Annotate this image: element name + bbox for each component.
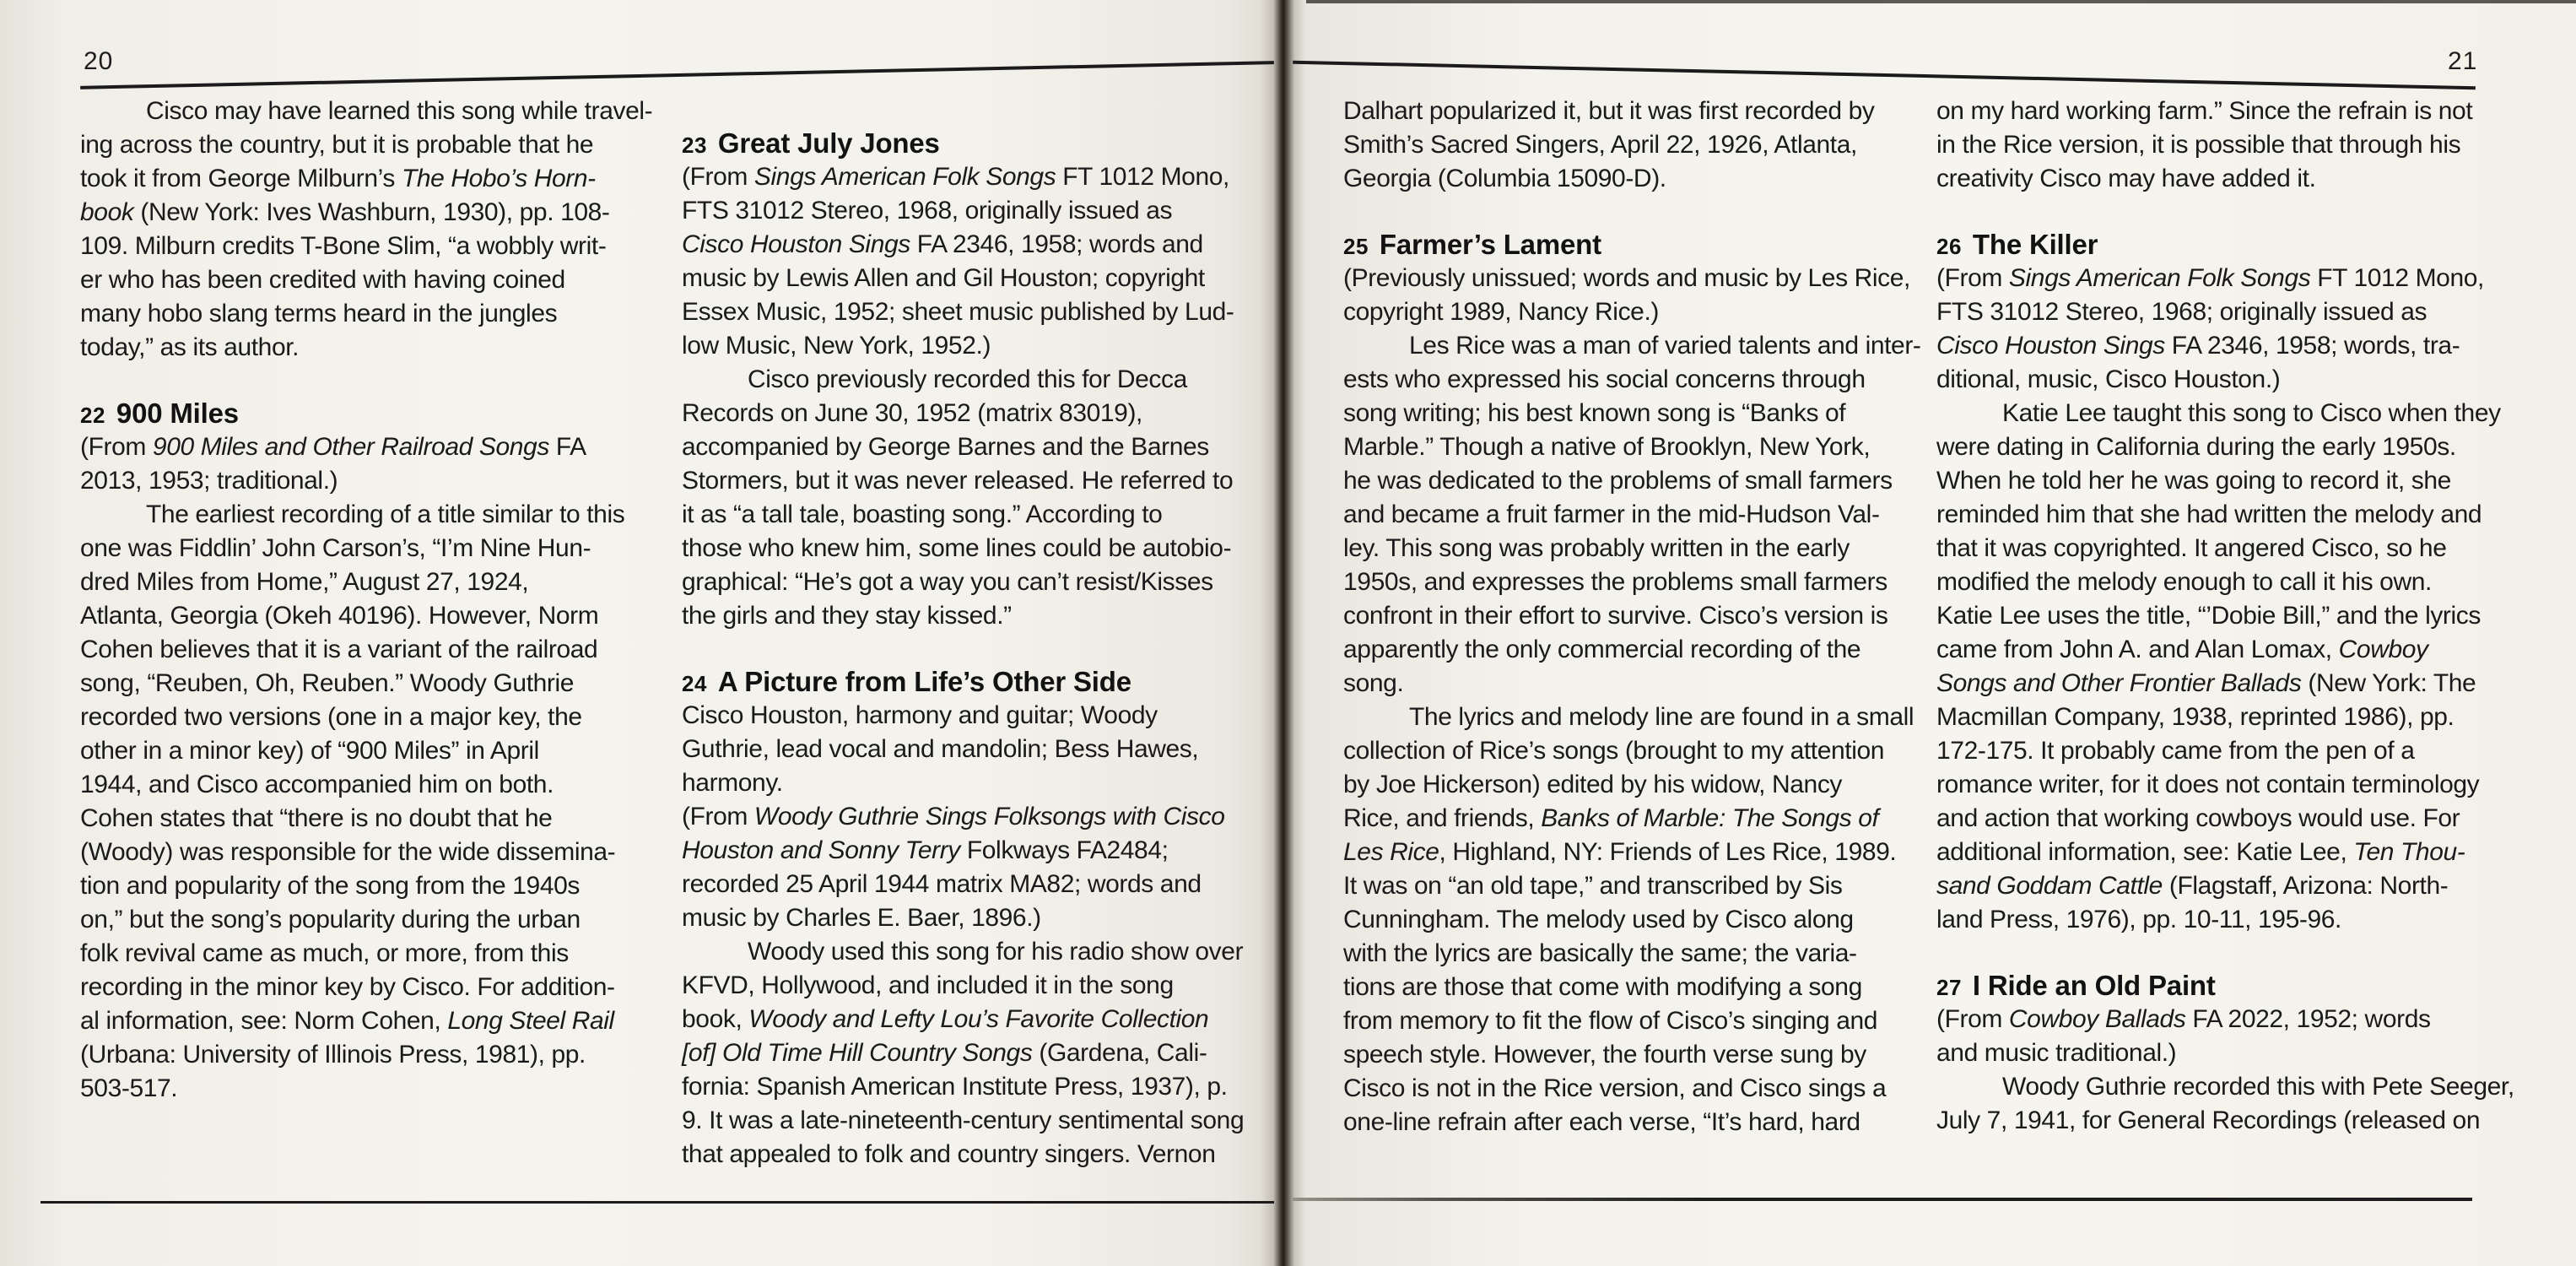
text-line: [80, 162, 650, 196]
plain-text: (Flagstaff, Arizona: North-: [2162, 872, 2449, 900]
track-number: 27: [1936, 975, 1962, 1000]
italic-title-text: Songs and Other Frontier Ballads: [1936, 669, 2302, 697]
text-line: those who knew him, some lines could be autobio-: [682, 534, 1232, 562]
plain-text: (From: [1936, 1005, 2009, 1033]
text-line: Cohen believes that it is a variant of the railroad: [80, 636, 598, 663]
text-line: music by Charles E. Baer, 1896.): [682, 904, 1041, 932]
text-line: tions are those that come with modifying a song: [1343, 973, 1862, 1001]
text-line: Cisco previously recorded this for Decca: [748, 365, 1187, 393]
text-line: [1936, 869, 2510, 903]
plain-text: FA: [548, 433, 586, 461]
text-line: Cisco may have learned this song while travel-: [146, 97, 653, 125]
text-line: Essex Music, 1952; sheet music published by Lud-: [682, 298, 1234, 326]
text-column-1: [80, 95, 653, 1106]
text-line: Marble.” Though a native of Brooklyn, New York,: [1343, 433, 1871, 461]
text-line: Cisco is not in the Rice version, and Cisco sings a: [1343, 1074, 1887, 1102]
text-line: When he told her he was going to record it, she: [1936, 467, 2451, 495]
text-line: Cunningham. The melody used by Cisco along: [1343, 906, 1854, 933]
plain-text: came from John A. and Alan Lomax,: [1936, 636, 2339, 663]
text-line: The lyrics and melody line are found in a small: [1409, 703, 1914, 731]
text-line: Dalhart popularized it, but it was first recorded by: [1343, 97, 1875, 125]
text-line: and music traditional.): [1936, 1039, 2177, 1067]
text-line: on,” but the song’s popularity during the urban: [80, 906, 581, 933]
text-line: [682, 1003, 1239, 1036]
text-line: Cohen states that “there is no doubt that he: [80, 804, 553, 832]
text-line: speech style. However, the fourth verse sung by: [1343, 1041, 1866, 1069]
italic-title-text: Woody Guthrie Sings Folksongs with Cisco: [753, 803, 1225, 830]
song-heading-24: [682, 665, 1239, 699]
text-line: [80, 430, 650, 464]
text-line: copyright 1989, Nancy Rice.): [1343, 298, 1659, 326]
text-line: Smith’s Sacred Singers, April 22, 1926, Atlanta,: [1343, 131, 1857, 159]
text-line: Records on June 30, 1952 (matrix 83019),: [682, 399, 1142, 427]
italic-title-text: The Hobo’s Horn-: [401, 165, 596, 192]
text-line: recorded two versions (one in a major key, the: [80, 703, 582, 731]
text-line: Les Rice was a man of varied talents and inter-: [1409, 332, 1921, 360]
italic-title-text: Cisco Houston Sings: [682, 230, 910, 258]
text-line: he was dedicated to the problems of small farmers: [1343, 467, 1893, 495]
plain-text: FT 1012 Mono,: [2310, 264, 2484, 292]
text-line: July 7, 1941, for General Recordings (released on: [1936, 1106, 2481, 1134]
track-title: 900 Miles: [116, 398, 239, 429]
text-column-4: [1936, 95, 2514, 1138]
text-line: (Urbana: University of Illinois Press, 1981), pp.: [80, 1041, 586, 1069]
text-line: (Previously unissued; words and music by Les Rice,: [1343, 264, 1910, 292]
text-line: Cisco Houston, harmony and guitar; Woody: [682, 701, 1158, 729]
song-heading-25: [1343, 228, 1917, 262]
text-line: other in a minor key) of “900 Miles” in April: [80, 737, 539, 765]
text-line: 9. It was a late-nineteenth-century sentimental song: [682, 1106, 1245, 1134]
text-line: music by Lewis Allen and Gil Houston; copyright: [682, 264, 1205, 292]
text-line: today,” as its author.: [80, 333, 300, 361]
plain-text: (New York: The: [2301, 669, 2476, 697]
text-line: Katie Lee taught this song to Cisco when they: [2002, 399, 2501, 427]
text-line: on my hard working farm.” Since the refrain is not: [1936, 97, 2473, 125]
plain-text: FA 2022, 1952; words: [2185, 1005, 2431, 1033]
page-number-right: 21: [2448, 47, 2478, 75]
text-line: graphical: “He’s got a way you can’t resist/Kisses: [682, 568, 1213, 596]
text-line: and action that working cowboys would use. For: [1936, 804, 2460, 832]
text-column-3: [1343, 95, 1921, 1139]
track-number: 23: [682, 133, 707, 158]
italic-title-text: Sings American Folk Songs: [753, 163, 1056, 191]
text-line: that appealed to folk and country singers. Vernon: [682, 1140, 1216, 1168]
text-line: collection of Rice’s songs (brought to my attention: [1343, 737, 1885, 765]
italic-title-text: Cowboy Ballads: [2008, 1005, 2186, 1033]
text-column-2: [682, 95, 1245, 1171]
text-line: 1944, and Cisco accompanied him on both.: [80, 771, 554, 798]
text-line: Atlanta, Georgia (Okeh 40196). However, Norm: [80, 602, 599, 630]
text-line: KFVD, Hollywood, and included it in the song: [682, 971, 1174, 999]
text-line: it as “a tall tale, boasting song.” According to: [682, 500, 1163, 528]
text-line: one-line refrain after each verse, “It’s hard, hard: [1343, 1108, 1860, 1136]
text-line: recording in the minor key by Cisco. For addition-: [80, 973, 615, 1001]
page-edge-line: [1306, 0, 2576, 3]
text-line: from memory to fit the flow of Cisco’s singing and: [1343, 1007, 1878, 1035]
text-line: ley. This song was probably written in the early: [1343, 534, 1850, 562]
text-line: song, “Reuben, Oh, Reuben.” Woody Guthrie: [80, 669, 575, 697]
italic-title-text: Banks of Marble: The Songs of: [1541, 804, 1879, 832]
text-line: creativity Cisco may have added it.: [1936, 165, 2316, 192]
plain-text: (From: [80, 433, 153, 461]
text-line: [1343, 836, 1917, 869]
text-line: recorded 25 April 1944 matrix MA82; words and: [682, 870, 1202, 898]
text-line: ests who expressed his social concerns through: [1343, 365, 1866, 393]
text-line: [1936, 329, 2510, 363]
text-line: The earliest recording of a title similar to this: [146, 500, 625, 528]
text-line: one was Fiddlin’ John Carson’s, “I’m Nine Hun-: [80, 534, 591, 562]
plain-text: Folkways FA2484;: [959, 836, 1169, 864]
text-line: dred Miles from Home,” August 27, 1924,: [80, 568, 529, 596]
track-title: A Picture from Life’s Other Side: [717, 666, 1131, 697]
text-line: [1936, 667, 2510, 701]
italic-title-text: Cowboy: [2338, 636, 2428, 663]
text-line: by Joe Hickerson) edited by his widow, Nancy: [1343, 771, 1843, 798]
footer-rule-right: [1293, 1198, 2472, 1201]
plain-text: (From: [682, 163, 754, 191]
song-heading-26: [1936, 228, 2510, 262]
text-line: romance writer, for it does not contain terminology: [1936, 771, 2480, 798]
text-line: Guthrie, lead vocal and mandolin; Bess Hawes,: [682, 735, 1199, 763]
page-number-left: 20: [84, 47, 114, 75]
text-line: tion and popularity of the song from the 1940s: [80, 872, 581, 900]
text-line: [1936, 262, 2510, 295]
text-line: Macmillan Company, 1938, reprinted 1986), pp.: [1936, 703, 2454, 731]
text-line: apparently the only commercial recording of the: [1343, 636, 1861, 663]
text-line: modified the melody enough to call it his own.: [1936, 568, 2432, 596]
text-line: FTS 31012 Stereo, 1968; originally issued as: [1936, 298, 2427, 326]
text-line: were dating in California during the early 1950s.: [1936, 433, 2456, 461]
text-line: 503-517.: [80, 1074, 178, 1102]
text-line: reminded him that she had written the melody and: [1936, 500, 2482, 528]
italic-title-text: sand Goddam Cattle: [1936, 872, 2163, 900]
track-number: 24: [682, 671, 707, 696]
text-line: FTS 31012 Stereo, 1968, originally issued as: [682, 197, 1173, 225]
italic-title-text: [of] Old Time Hill Country Songs: [682, 1039, 1033, 1067]
text-line: in the Rice version, it is possible that through his: [1936, 131, 2461, 159]
text-line: song writing; his best known song is “Banks of: [1343, 399, 1846, 427]
text-line: the girls and they stay kissed.”: [682, 602, 1012, 630]
track-number: 25: [1343, 234, 1369, 259]
song-heading-23: [682, 127, 1239, 160]
track-title: I Ride an Old Paint: [1972, 970, 2216, 1001]
plain-text: FT 1012 Mono,: [1056, 163, 1229, 191]
text-line: [682, 800, 1239, 834]
text-line: Woody Guthrie recorded this with Pete Seeger,: [2002, 1073, 2514, 1101]
text-line: Katie Lee uses the title, “’Dobie Bill,” and the lyrics: [1936, 602, 2481, 630]
plain-text: , Highland, NY: Friends of Les Rice, 1989.: [1439, 838, 1897, 866]
text-line: 2013, 1953; traditional.): [80, 467, 338, 495]
text-line: fornia: Spanish American Institute Press, 1937), p.: [682, 1073, 1228, 1101]
text-line: [1936, 1003, 2510, 1036]
italic-title-text: Ten Thou-: [2353, 838, 2465, 866]
text-line: many hobo slang terms heard in the jungles: [80, 300, 558, 327]
text-line: Woody used this song for his radio show over: [748, 938, 1244, 966]
binding-gutter-shadow: [1261, 0, 1306, 1266]
track-title: Farmer’s Lament: [1379, 229, 1601, 260]
text-line: [682, 160, 1239, 194]
plain-text: al information, see: Norm Cohen,: [80, 1007, 448, 1035]
text-line: low Music, New York, 1952.): [682, 332, 991, 360]
track-number: 26: [1936, 234, 1962, 259]
text-line: (Woody) was responsible for the wide dissemina-: [80, 838, 616, 866]
text-line: It was on “an old tape,” and transcribed by Sis: [1343, 872, 1843, 900]
text-line: er who has been credited with having coined: [80, 266, 565, 294]
plain-text: FA 2346, 1958; words and: [910, 230, 1203, 258]
italic-title-text: Cisco Houston Sings: [1936, 332, 2165, 360]
plain-text: (Gardena, Cali-: [1032, 1039, 1207, 1067]
text-line: [682, 1036, 1239, 1070]
plain-text: (From: [1936, 264, 2009, 292]
text-line: [682, 228, 1239, 262]
italic-title-text: 900 Miles and Other Railroad Songs: [152, 433, 549, 461]
text-line: [1936, 633, 2510, 667]
plain-text: FA 2346, 1958; words, tra-: [2164, 332, 2460, 360]
footer-rule-left: [41, 1201, 1274, 1204]
track-number: 22: [80, 403, 105, 428]
text-line: Stormers, but it was never released. He referred to: [682, 467, 1234, 495]
italic-title-text: book: [80, 198, 134, 226]
text-line: [1343, 802, 1917, 836]
song-heading-22: [80, 397, 650, 430]
italic-title-text: Sings American Folk Songs: [2008, 264, 2311, 292]
text-line: confront in their effort to survive. Cisco’s version is: [1343, 602, 1888, 630]
song-heading-27: [1936, 969, 2510, 1003]
plain-text: book,: [682, 1005, 749, 1033]
plain-text: (New York: Ives Washburn, 1930), pp. 108-: [133, 198, 610, 226]
text-line: [682, 834, 1239, 868]
italic-title-text: Woody and Lefty Lou’s Favorite Collection: [748, 1005, 1209, 1033]
italic-title-text: Houston and Sonny Terry: [682, 836, 960, 864]
text-line: ditional, music, Cisco Houston.): [1936, 365, 2281, 393]
plain-text: Rice, and friends,: [1343, 804, 1542, 832]
text-line: with the lyrics are basically the same; the varia-: [1343, 939, 1857, 967]
track-title: The Killer: [1972, 229, 2098, 260]
text-line: harmony.: [682, 769, 783, 797]
text-line: land Press, 1976), pp. 10-11, 195-96.: [1936, 906, 2341, 933]
italic-title-text: Long Steel Rail: [447, 1007, 614, 1035]
text-line: accompanied by George Barnes and the Barnes: [682, 433, 1209, 461]
text-line: 172-175. It probably came from the pen of a: [1936, 737, 2415, 765]
text-line: Georgia (Columbia 15090-D).: [1343, 165, 1666, 192]
text-line: folk revival came as much, or more, from this: [80, 939, 569, 967]
text-line: and became a fruit farmer in the mid-Hudson Val-: [1343, 500, 1880, 528]
plain-text: additional information, see: Katie Lee,: [1936, 838, 2354, 866]
track-title: Great July Jones: [717, 127, 940, 159]
italic-title-text: Les Rice: [1343, 838, 1439, 866]
text-line: song.: [1343, 669, 1404, 697]
plain-text: took it from George Milburn’s: [80, 165, 402, 192]
text-line: [80, 196, 650, 230]
plain-text: (From: [682, 803, 754, 830]
text-line: 1950s, and expresses the problems small farmers: [1343, 568, 1887, 596]
text-line: [1936, 836, 2510, 869]
text-line: [80, 1004, 650, 1038]
text-line: 109. Milburn credits T-Bone Slim, “a wobbly writ-: [80, 232, 607, 260]
text-line: that it was copyrighted. It angered Cisco, so he: [1936, 534, 2447, 562]
text-line: ing across the country, but it is probable that he: [80, 131, 594, 159]
